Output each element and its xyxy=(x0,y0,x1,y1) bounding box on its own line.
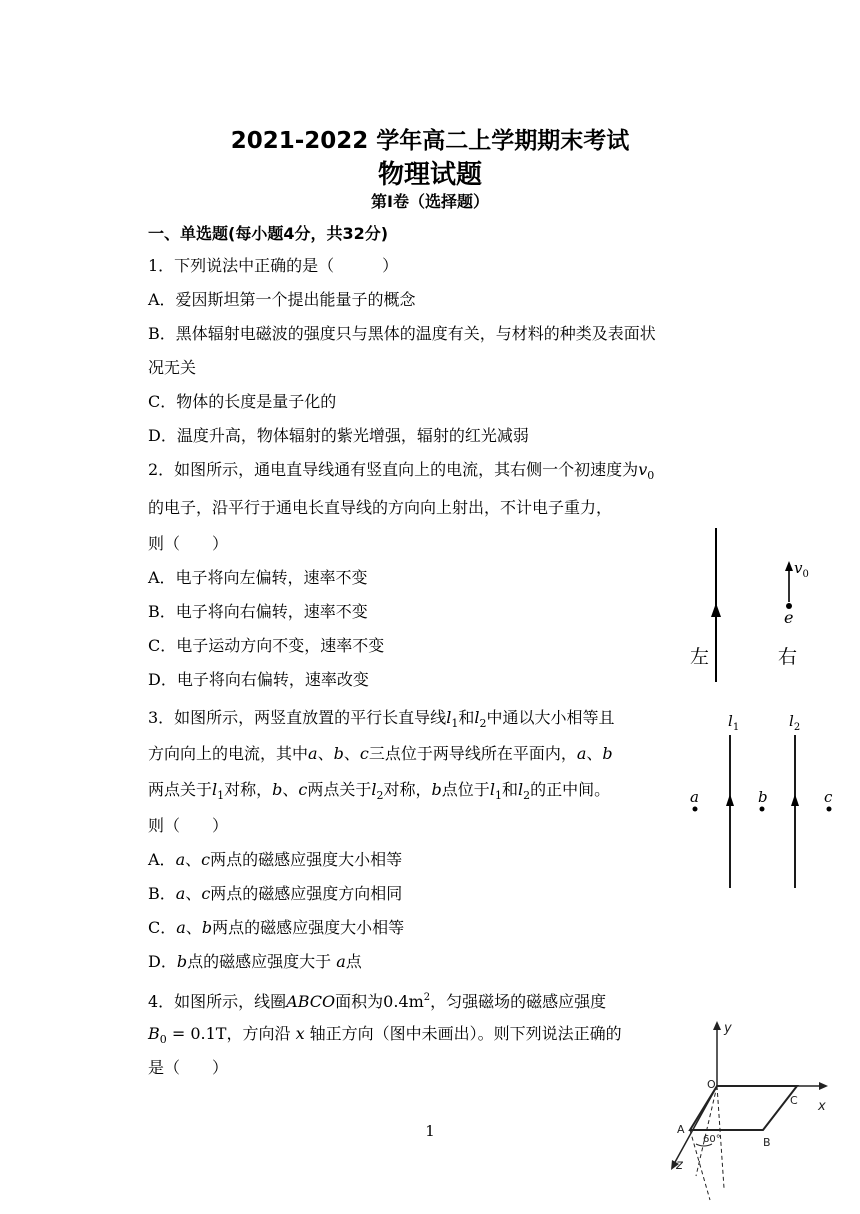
q3-option-c: C．a、b两点的磁感应强度大小相等 xyxy=(148,918,405,937)
q2-option-b: B．电子将向右偏转，速率不变 xyxy=(148,602,368,621)
q3-point-c xyxy=(827,807,832,812)
q2-current-arrow xyxy=(711,603,721,617)
q4-figure xyxy=(660,1018,840,1212)
q3-figure xyxy=(685,708,840,892)
q3-fig-l2-label: $l_2$ xyxy=(789,712,801,733)
q3-arrow-l2 xyxy=(791,794,799,806)
q3-stem-line3: 两点关于$l_1$对称，b、c两点关于$l_2$对称，b点位于$l_1$和$l_2$的正中间。 xyxy=(148,780,611,802)
q3-option-b: B．a、c两点的磁感应强度方向相同 xyxy=(148,884,403,903)
q4-fig-O-label: O xyxy=(707,1078,716,1091)
q1-option-c: C．物体的长度是量子化的 xyxy=(148,392,337,411)
q3-fig-c-label: c xyxy=(824,788,833,806)
q2-fig-v-label: $v_0$ xyxy=(794,559,809,580)
q3-stem-line2: 方向向上的电流，其中a、b、c三点位于两导线所在平面内，a、b xyxy=(148,744,613,763)
q4-fig-y-label: y xyxy=(724,1021,732,1036)
q1-stem: 1．下列说法中正确的是（ ） xyxy=(148,256,399,275)
q4-stem-line3: 是（ ） xyxy=(148,1058,229,1077)
q4-fig-C-label: C xyxy=(790,1094,798,1107)
q3-stem-line1: 3．如图所示，两竖直放置的平行长直导线$l_1$和$l_2$中通以大小相等且 xyxy=(148,708,615,730)
q3-fig-l1-label: $l_1$ xyxy=(728,712,740,733)
q3-point-b xyxy=(760,807,765,812)
q2-fig-electron-label: e xyxy=(784,608,794,627)
q4-fig-A-label: A xyxy=(677,1123,685,1136)
q2-stem-line1: 2．如图所示，通电直导线通有竖直向上的电流，其右侧一个初速度为$v_0$ xyxy=(148,460,655,482)
q2-option-a: A．电子将向左偏转，速率不变 xyxy=(148,568,368,587)
exam-title: 2021-2022 学年高二上学期期末考试 xyxy=(230,128,630,154)
q4-stem-line2: $B_0 = 0.1T$，方向沿 x 轴正方向（图中未画出）。则下列说法正确的 xyxy=(148,1024,622,1046)
q2-stem-line2: 的电子，沿平行于通电长直导线的方向向上射出，不计电子重力， xyxy=(148,498,613,517)
q3-stem-line4: 则（ ） xyxy=(148,816,229,835)
q3-point-a xyxy=(693,807,698,812)
q2-fig-right-label: 右 xyxy=(778,646,798,668)
q1-option-a: A．爱因斯坦第一个提出能量子的概念 xyxy=(148,290,416,309)
q2-stem-line3: 则（ ） xyxy=(148,534,229,553)
q2-option-c: C．电子运动方向不变，速率不变 xyxy=(148,636,385,655)
q4-stem-line1: 4．如图所示，线圈ABCO面积为$0.4m^2$，匀强磁场的磁感应强度 xyxy=(148,992,607,1011)
q3-option-a: A．a、c两点的磁感应强度大小相等 xyxy=(148,850,403,869)
q4-fig-x-label: x xyxy=(818,1099,826,1114)
q2-option-d: D．电子将向右偏转，速率改变 xyxy=(148,670,369,689)
page-number: 1 xyxy=(425,1122,435,1140)
q3-arrow-l1 xyxy=(726,794,734,806)
q4-fig-angle-label: 60° xyxy=(703,1134,721,1145)
q3-fig-a-label: a xyxy=(690,788,699,806)
q4-fig-z-label: z xyxy=(676,1158,683,1173)
q2-fig-left-label: 左 xyxy=(690,646,710,668)
q1-option-d: D．温度升高，物体辐射的紫光增强，辐射的红光减弱 xyxy=(148,426,529,445)
q1-option-b: B．黑体辐射电磁波的强度只与黑体的温度有关，与材料的种类及表面状 xyxy=(148,324,656,343)
q4-fig-B-label: B xyxy=(763,1136,771,1149)
q2-figure xyxy=(680,525,810,685)
section-heading: 一、单选题(每小题4分，共32分) xyxy=(148,224,389,243)
q1-option-b-cont: 况无关 xyxy=(148,358,197,377)
volume-title: 第Ⅰ卷（选择题） xyxy=(371,192,489,211)
subject-title: 物理试题 xyxy=(377,160,482,190)
q3-option-d: D．b点的磁感应强度大于 a点 xyxy=(148,952,362,971)
q3-fig-b-label: b xyxy=(758,788,768,806)
